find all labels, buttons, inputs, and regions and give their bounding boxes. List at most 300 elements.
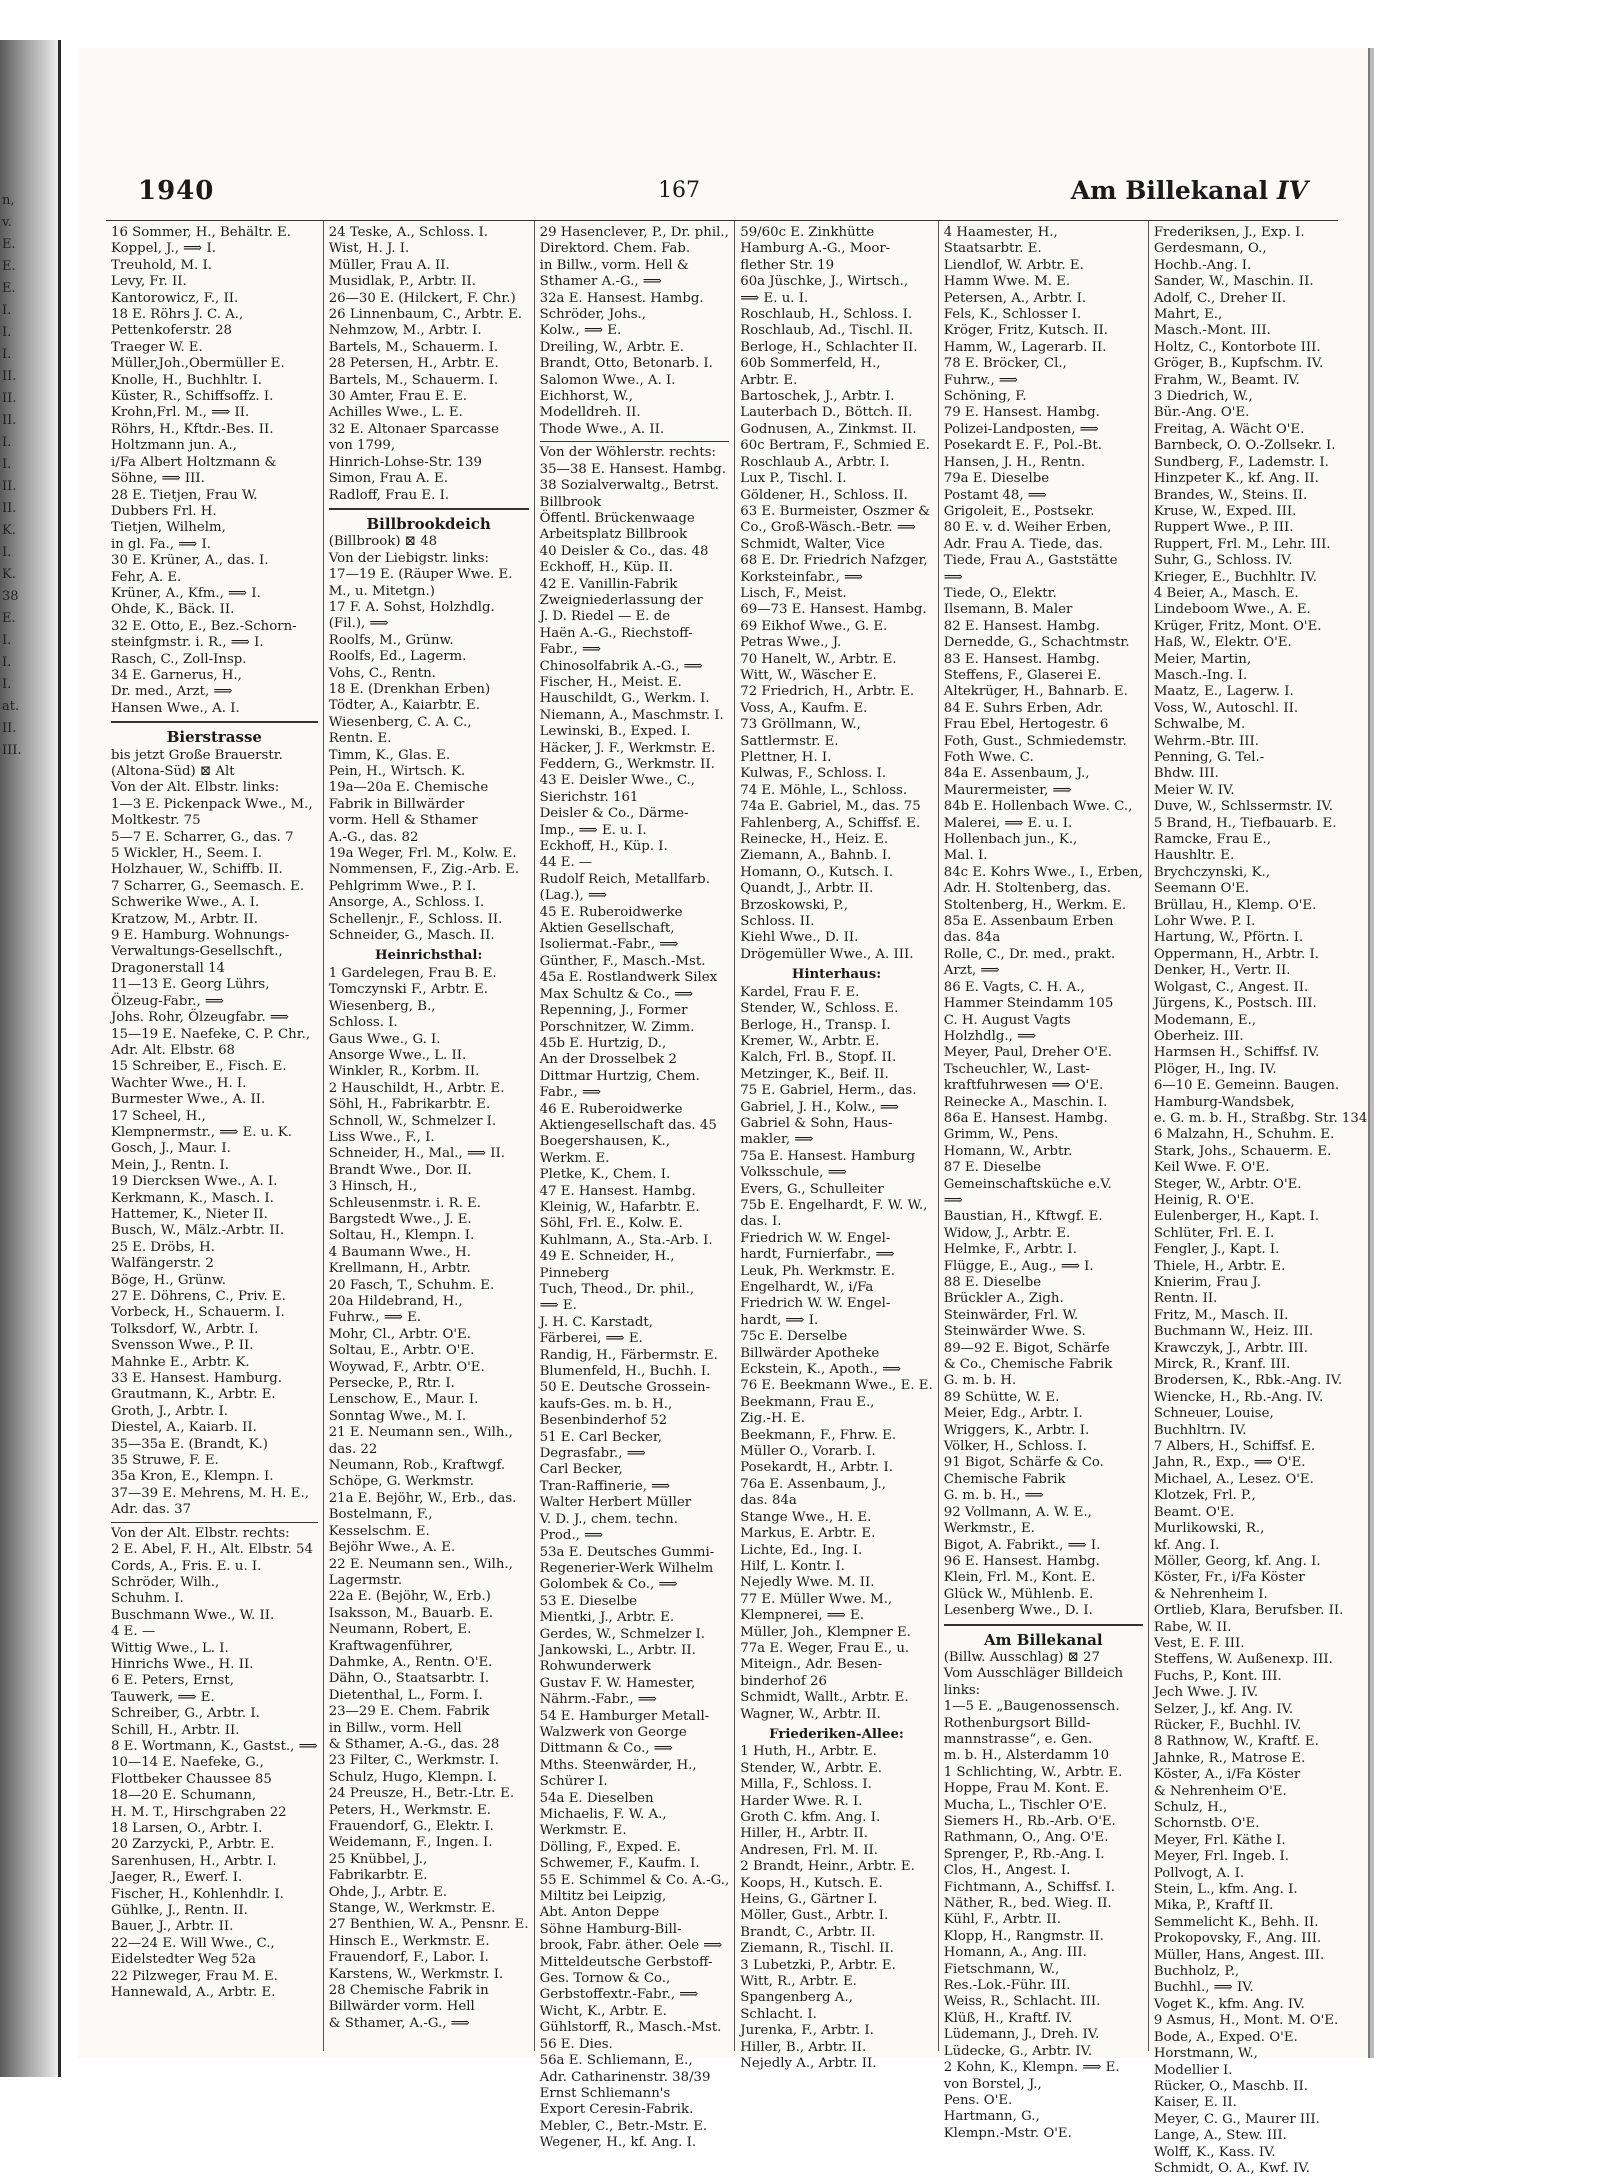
directory-entry: Miteign., Adr. Besen-	[740, 1657, 883, 1673]
directory-entry: Roschlaub A., Arbtr. I.	[740, 454, 890, 470]
directory-entry: Bauer, J., Arbtr. II.	[111, 1919, 234, 1935]
directory-entry: Werkm. E.	[539, 1150, 610, 1166]
directory-entry: Vom Ausschläger Billdeich	[943, 1666, 1124, 1682]
directory-entry: Brüllau, H., Klemp. O'E.	[1153, 897, 1317, 913]
directory-entry: Semmelicht K., Behh. II.	[1153, 1914, 1319, 1930]
directory-entry: 60c Bertram, F., Schmied E.	[740, 438, 930, 454]
directory-entry: Von der Liebigstr. links:	[328, 550, 490, 566]
directory-entry: Schöning, F.	[943, 389, 1027, 405]
directory-entry: Hattemer, K., Nieter II.	[111, 1206, 268, 1222]
directory-entry: 46 E. Ruberoidwerke	[539, 1101, 683, 1117]
directory-entry: Dähn, O., Staatsarbtr. I.	[328, 1671, 490, 1687]
directory-entry: Holtzmann jun. A.,	[111, 438, 237, 454]
directory-entry: Pollvogt, A. I.	[1153, 1865, 1245, 1881]
directory-entry: 2 Hauschildt, H., Arbtr. E.	[328, 1080, 505, 1096]
directory-entry: 47 E. Hansest. Hambg.	[539, 1183, 696, 1199]
directory-entry: Fabrik in Billwärder	[328, 796, 465, 812]
directory-entry: Kröger, Fritz, Kutsch. II.	[943, 323, 1108, 339]
directory-entry: Fabr., ⟹	[539, 642, 602, 658]
directory-entry: Feddern, G., Werkmstr. II.	[539, 757, 715, 772]
directory-entry: Hansen, J. H., Rentn.	[943, 454, 1086, 470]
directory-entry: Svensson Wwe., P. II.	[111, 1338, 254, 1354]
directory-entry: Gühlstorff, R., Masch.-Mst.	[539, 2020, 722, 2036]
directory-entry: Drögemüller Wwe., A. III.	[740, 946, 914, 962]
directory-entry: Häcker, J. F., Werkmstr. E.	[539, 740, 716, 756]
directory-entry: Heinig, R. O'E.	[1153, 1192, 1255, 1208]
directory-entry: Gaus Wwe., G. I.	[328, 1031, 441, 1047]
directory-entry: Böge, H., Grünw.	[111, 1272, 227, 1288]
directory-entry: Meier W. IV.	[1153, 782, 1235, 798]
directory-entry: Foth, Gust., Schmiedemstr.	[943, 733, 1127, 749]
directory-entry: Haß, W., Elektr. O'E.	[1153, 635, 1292, 651]
directory-entry: Kiehl Wwe., D. II.	[740, 930, 859, 946]
directory-entry: Schneuer, Louise,	[1153, 1406, 1274, 1422]
directory-entry: Karstens, W., Werkmstr. I.	[328, 1966, 504, 1982]
directory-entry: 5 Brand, H., Tiefbauarb. E.	[1153, 815, 1337, 831]
directory-entry: Maurermeister, ⟹	[943, 782, 1072, 798]
directory-entry: Moltkestr. 75	[111, 813, 201, 829]
directory-entry: Kratzow, M., Arbtr. II.	[111, 911, 259, 927]
margin-fragment: I.	[2, 633, 12, 648]
directory-entry: Isaksson, M., Bauarb. E.	[328, 1605, 494, 1621]
directory-entry: links:	[943, 1682, 981, 1698]
directory-entry: 54a E. Dieselben	[539, 1790, 654, 1806]
directory-entry: Köster, Fr., i/Fa Köster	[1153, 1570, 1305, 1586]
directory-entry: Neumann, Rob., Kraftwgf.	[328, 1458, 506, 1474]
directory-entry: Hauschildt, G., Werkm. I.	[539, 691, 710, 707]
directory-entry: Jürgens, K., Postsch. III.	[1153, 996, 1317, 1012]
directory-entry: Roolfs, M., Grünw.	[328, 632, 454, 648]
directory-entry: Lauterbach D., Böttch. II.	[740, 405, 913, 421]
directory-entry: Stoltenberg, H., Werkm. E.	[943, 897, 1127, 913]
directory-entry: Michaelis, F. W. A.,	[539, 1807, 667, 1822]
directory-entry: 33 E. Hansest. Hamburg.	[111, 1371, 283, 1387]
directory-entry: Zweigniederlassung der	[539, 592, 703, 608]
directory-entry: 7 Albers, H., Schiffsf. E.	[1153, 1439, 1316, 1455]
directory-entry: Ziemann, A., Bahnb. I.	[740, 848, 892, 864]
subsection-heading: Heinrichsthal:	[374, 948, 483, 964]
directory-entry: Frahm, W., Beamt. IV.	[1153, 372, 1300, 388]
directory-entry: Lenschow, E., Maur. I.	[328, 1392, 479, 1408]
directory-entry: 56a E. Schliemann, E.,	[539, 2053, 693, 2069]
directory-entry: Klopp, H., Rangmstr. II.	[943, 1928, 1104, 1944]
directory-entry: Hilf, L. Kontr. I.	[740, 1558, 845, 1574]
directory-entry: Sthamer A.-G., ⟹	[539, 274, 662, 290]
directory-entry: Berloge, H., Schlachter II.	[740, 339, 918, 355]
directory-entry: Helmke, F., Arbtr. I.	[943, 1242, 1077, 1258]
directory-entry: Boegershausen, K.,	[539, 1134, 670, 1150]
directory-entry: Adr. Alt. Elbstr. 68	[111, 1042, 236, 1058]
directory-entry: Voget K., kfm. Ang. IV.	[1153, 1996, 1305, 2012]
directory-entry: in Billw., vorm. Hell	[328, 1720, 462, 1736]
directory-entry: Dr. med., Arzt, ⟹	[111, 684, 233, 700]
section-heading: Billbrookdeich	[329, 508, 529, 534]
directory-entry: Wiencke, H., Rb.-Ang. IV.	[1153, 1389, 1324, 1405]
directory-entry: 75 E. Gabriel, Herm., das.	[740, 1083, 917, 1099]
directory-entry: 4 Baumann Wwe., H.	[328, 1244, 471, 1260]
directory-entry: Gröger, B., Kupfschm. IV.	[1153, 356, 1324, 372]
directory-entry: Miltitz bei Leipzig,	[539, 1889, 667, 1905]
directory-entry: Quandt, J., Arbtr. II.	[740, 881, 874, 897]
directory-entry: Godnusen, A., Zinkmst. II.	[740, 421, 917, 437]
directory-entry: Roolfs, Ed., Lagerm.	[328, 649, 467, 665]
directory-entry: Barnbeck, O. O.-Zollsekr. I.	[1153, 438, 1336, 454]
directory-entry: An der Drosselbek 2	[539, 1052, 677, 1068]
directory-entry: Aktiengesellschaft das. 45	[539, 1117, 717, 1133]
directory-entry: V. D. J., chem. techn.	[539, 1511, 678, 1527]
directory-entry: 9 Asmus, H., Mont. M. O'E.	[1153, 2013, 1339, 2029]
directory-entry: Lange, A., Stew. III.	[1153, 2128, 1287, 2144]
directory-entry: Prokopovsky, F., Ang. III.	[1153, 1931, 1322, 1947]
directory-entry: Kruse, W., Exped. III.	[1153, 503, 1297, 519]
directory-entry: Schneider, H., Mal., ⟹ II.	[328, 1146, 505, 1162]
directory-entry: Homann, W., Arbtr.	[943, 1143, 1073, 1159]
directory-entry: Fuhrw., ⟹ E.	[328, 1310, 422, 1326]
directory-entry: Pein, H., Wirtsch. K.	[328, 764, 466, 779]
directory-entry: 3 Diedrich, W.,	[1153, 389, 1253, 405]
directory-entry: Arbeitsplatz Billbrook	[539, 527, 688, 543]
directory-entry: Ansorge, A., Schloss. I.	[328, 895, 485, 911]
directory-entry: Selzer, J., kf. Ang. IV.	[1153, 1701, 1294, 1717]
directory-entry: Thiele, H., Arbtr. E.	[1153, 1258, 1286, 1274]
directory-entry: Müller,Joh.,Obermüller E.	[111, 356, 285, 372]
directory-entry: Tietjen, Wilhelm,	[111, 520, 226, 536]
directory-entry: 45a E. Rostlandwerk Silex	[539, 970, 718, 986]
directory-entry: Hinrich-Lohse-Str. 139	[328, 454, 482, 470]
directory-entry: Lewinski, B., Exped. I.	[539, 724, 691, 740]
directory-entry: Arbtr. E.	[740, 372, 798, 388]
directory-entry: 96 E. Hansest. Hambg.	[943, 1553, 1100, 1569]
directory-entry: Ohde, J., Arbtr. E.	[328, 1884, 448, 1900]
directory-entry: Hammer Steindamm 105	[943, 996, 1114, 1012]
directory-entry: Mitteldeutsche Gerbstoff-	[539, 1954, 713, 1970]
directory-entry: 70 Hanelt, W., Arbtr. E.	[740, 651, 897, 667]
directory-entry: Bartels, M., Schauerm. I.	[328, 339, 499, 355]
directory-entry: Hiller, H., Arbtr. II.	[740, 1826, 869, 1842]
directory-entry: Masch.-Mont. III.	[1153, 323, 1271, 339]
directory-entry: 68 E. Dr. Friedrich Nafzger,	[740, 553, 928, 569]
directory-entry: 16 Sommer, H., Behältr. E.	[111, 225, 291, 240]
directory-entry: Mths. Steenwärder, H.,	[539, 1757, 697, 1773]
directory-entry: 6—10 E. Gemeinn. Baugen.	[1153, 1078, 1340, 1094]
directory-entry: Hansen Wwe., A. I.	[111, 700, 240, 716]
directory-entry: Kesselschm. E.	[328, 1523, 430, 1539]
directory-entry: Tscheuchler, W., Last-	[943, 1061, 1090, 1077]
directory-entry: Schürer I.	[539, 1774, 608, 1790]
directory-entry: 6 E. Peters, Ernst,	[111, 1673, 234, 1689]
directory-entry: Stark, Johs., Schauerm. E.	[1153, 1143, 1332, 1159]
directory-entry: Michael, A., Lesez. O'E.	[1153, 1471, 1314, 1487]
directory-entry: Tomczynski F., Arbtr. E.	[328, 982, 488, 998]
directory-entry: 19a—20a E. Chemische	[328, 780, 489, 796]
directory-entry: Friedrich W. W. Engel-	[740, 1230, 891, 1246]
column-2	[324, 221, 535, 2051]
directory-entry: Deisler & Co., Därme-	[539, 806, 689, 822]
scan-border	[1380, 40, 1600, 2077]
directory-entry: Söhl, H., Fabrikarbtr. E.	[328, 1097, 491, 1113]
directory-entry: Fabr., ⟹	[539, 1085, 602, 1101]
directory-entry: Schlüter, Frl. E. I.	[1153, 1225, 1275, 1241]
directory-entry: Roschlaub, Ad., Tischl. II.	[740, 323, 914, 339]
directory-entry: 35 Struwe, F. E.	[111, 1453, 219, 1469]
margin-fragment: E.	[2, 281, 16, 296]
directory-entry: 75b E. Engelhardt, F. W. W.,	[740, 1197, 928, 1213]
directory-entry: Eckstein, K., Apoth., ⟹	[740, 1362, 902, 1378]
directory-entry: Gerdes, W., Schmelzer I.	[539, 1626, 705, 1642]
directory-entry: Fritz, M., Masch. II.	[1153, 1307, 1289, 1323]
directory-entry: 28 Petersen, H., Arbtr. E.	[328, 356, 499, 372]
directory-entry: Färberei, ⟹ E.	[539, 1331, 643, 1347]
margin-fragment: I.	[2, 677, 12, 692]
directory-entry: Lisch, F., Meist.	[740, 585, 847, 601]
directory-entry: Walzwerk von George	[539, 1724, 687, 1740]
directory-entry: Krüner, A., Kfm., ⟹ I.	[111, 585, 261, 601]
directory-entry: Volksschule, ⟹	[740, 1165, 847, 1181]
directory-entry: Lohr Wwe. P. I.	[1153, 914, 1256, 930]
directory-entry: Mohr, Cl., Arbtr. O'E.	[328, 1326, 471, 1342]
directory-entry: Ruppert, Frl. M., Lehr. III.	[1153, 536, 1331, 552]
directory-entry: Klempnerei, ⟹ E.	[740, 1608, 865, 1624]
directory-entry: 4 Haamester, H.,	[943, 225, 1058, 240]
directory-entry: Isoliermat.-Fabr., ⟹	[539, 937, 679, 953]
directory-entry: Hiller, B., Arbtr. II.	[740, 2039, 867, 2055]
margin-fragment: I.	[2, 655, 12, 670]
directory-entry: ⟹ E. u. I.	[740, 290, 809, 306]
directory-entry: 35—35a E. (Brandt, K.)	[111, 1436, 268, 1452]
directory-entry: 84b E. Hollenbach Wwe. C.,	[943, 799, 1133, 815]
directory-entry: 89 Schütte, W. E.	[943, 1389, 1060, 1405]
directory-entry: 69 Eikhof Wwe., G. E.	[740, 618, 888, 634]
directory-entry: Hartung, W., Pförtn. I.	[1153, 930, 1304, 946]
directory-entry: Lindeboom Wwe., A. E.	[1153, 602, 1311, 618]
directory-entry: Klüß, H., Kraftf. IV.	[943, 2010, 1073, 2026]
directory-entry: 75a E. Hansest. Hamburg	[740, 1148, 915, 1164]
directory-entry: Buchhltrn. IV.	[1153, 1422, 1247, 1438]
directory-entry: Dubbers Frl. H.	[111, 503, 217, 519]
directory-entry: Kantorowicz, F., II.	[111, 290, 239, 306]
directory-entry: Werkmstr., E.	[943, 1521, 1035, 1537]
directory-entry: Tuch, Theod., Dr. phil.,	[539, 1282, 695, 1297]
directory-entry: Pens. O'E.	[943, 2092, 1013, 2108]
directory-entry: 82 E. Hansest. Hambg.	[943, 618, 1100, 634]
directory-entry: 86 E. Vagts, C. H. A.,	[943, 979, 1085, 995]
directory-entry: Mucha, L., Tischler O'E.	[943, 1797, 1107, 1813]
directory-entry: Brodersen, K., Rbk.-Ang. IV.	[1153, 1373, 1343, 1389]
directory-entry: Eidelstedter Weg 52a	[111, 1952, 256, 1968]
directory-entry: Keil Wwe. F. O'E.	[1153, 1160, 1270, 1176]
directory-entry: 1 Gardelegen, Frau B. E.	[328, 965, 497, 981]
directory-entry: 1—5 E. „Baugenossensch.	[943, 1699, 1120, 1715]
directory-entry: Markus, E. Arbtr. E.	[740, 1526, 876, 1542]
directory-entry: Hartmann, G.,	[943, 2109, 1040, 2125]
directory-entry: 54 E. Hamburger Metall-	[539, 1708, 710, 1724]
directory-entry: Hinzpeter K., kf. Ang. II.	[1153, 471, 1319, 487]
directory-entry: Kardel, Frau F. E.	[740, 984, 860, 1000]
directory-entry: Stein, L., kfm. Ang. I.	[1153, 1882, 1298, 1898]
directory-entry: 69—73 E. Hansest. Hambg.	[740, 602, 927, 618]
directory-entry: mannstrasse“, e. Gen.	[943, 1731, 1093, 1747]
directory-entry: Plöger, H., Ing. IV.	[1153, 1061, 1277, 1077]
directory-entry: Brandt Wwe., Dor. II.	[328, 1162, 472, 1178]
directory-entry: Billwärder vorm. Hell	[328, 1999, 475, 2015]
directory-entry: Schulz, Hugo, Klempn. I.	[328, 1769, 497, 1785]
directory-entry: Lichte, Ed., Ing. I.	[740, 1542, 863, 1558]
directory-entry: Steffens, W. Außenexp. III.	[1153, 1652, 1333, 1668]
directory-entry: Roschlaub, H., Schloss. I.	[740, 307, 913, 323]
directory-entry: Tolksdorf, W., Arbtr. I.	[111, 1321, 259, 1337]
directory-entry: Krawczyk, J., Arbtr. III.	[1153, 1340, 1309, 1356]
directory-entry: Andresen, Frl. M. II.	[740, 1842, 878, 1858]
directory-entry: Haushltr. E.	[1153, 848, 1235, 864]
directory-entry: von 1799,	[328, 438, 396, 454]
directory-entry: Tran-Raffinerie, ⟹	[539, 1478, 671, 1494]
directory-entry: Gerbstoffextr.-Fabr., ⟹	[539, 1987, 699, 2003]
directory-entry: 15 Schreiber, E., Fisch. E.	[111, 1059, 287, 1075]
directory-entry: Jech Wwe. J. IV.	[1153, 1685, 1259, 1701]
directory-entry: Hamburg A.-G., Moor-	[740, 241, 891, 257]
directory-entry: Brzoskowski, P.,	[740, 897, 848, 913]
directory-entry: Müller O., Vorarb. I.	[740, 1444, 876, 1460]
directory-entry: Murlikowski, R.,	[1153, 1521, 1265, 1537]
directory-entry: Penning, G. Tel.-	[1153, 750, 1265, 765]
directory-entry: Randig, H., Färbermstr. E.	[539, 1347, 718, 1363]
directory-entry: Burmester Wwe., A. II.	[111, 1092, 266, 1108]
directory-entry: 2 E. Abel, F. H., Alt. Elbstr. 54	[111, 1542, 313, 1558]
directory-entry: Lesenberg Wwe., D. I.	[943, 1603, 1093, 1619]
directory-entry: Fuchs, P., Kont. III.	[1153, 1668, 1282, 1684]
directory-entry: Reinecke A., Maschin. I.	[943, 1094, 1108, 1110]
directory-entry: Berloge, H., Transp. I.	[740, 1017, 891, 1033]
directory-entry: Wiesenberg, C. A. C.,	[328, 714, 472, 730]
directory-entry: Rentn. II.	[1153, 1291, 1218, 1307]
directory-entry: Lagermstr.	[328, 1572, 403, 1588]
directory-entry: 20a Hildebrand, H.,	[328, 1294, 463, 1309]
directory-entry: Kulwas, F., Schloss. I.	[740, 766, 887, 782]
margin-fragment: II.	[2, 369, 17, 384]
directory-entry: Gosch, J., Maur. I.	[111, 1141, 231, 1157]
directory-entry: Sprenger, P., Rb.-Ang. I.	[943, 1846, 1105, 1862]
directory-entry: Tiede, O., Elektr.	[943, 585, 1057, 601]
directory-entry: Hinrichs Wwe., H. II.	[111, 1656, 254, 1672]
directory-entry: Schnoll, W., Schmelzer I.	[328, 1113, 497, 1129]
directory-entry: Adr. Frau A. Tiede, das.	[943, 536, 1103, 552]
directory-entry: das. 84a	[943, 930, 1001, 946]
directory-entry: 86a E. Hansest. Hambg.	[943, 1110, 1108, 1126]
directory-entry: Eulenberger, H., Kapt. I.	[1153, 1209, 1320, 1225]
directory-entry: 18—20 E. Schumann,	[111, 1788, 257, 1804]
directory-entry: Engelhardt, W., i/Fa	[740, 1280, 874, 1295]
directory-entry: Wegener, H., kf. Ang. I.	[539, 2135, 697, 2151]
directory-entry: Dittmann & Co., ⟹	[539, 1741, 673, 1757]
directory-entry: Koppel, J., ⟹ I.	[111, 241, 216, 257]
directory-entry: Pinneberg	[539, 1265, 610, 1281]
directory-entry: Söhne Hamburg-Bill-	[539, 1921, 682, 1937]
directory-entry: Bode, A., Exped. O'E.	[1153, 2029, 1298, 2045]
directory-entry: Wist, H. J. I.	[328, 241, 410, 257]
directory-entry: 45 E. Ruberoidwerke	[539, 904, 683, 920]
directory-entry: 10—14 E. Naefeke, G.,	[111, 1755, 264, 1771]
directory-entry: Salomon Wwe., A. I.	[539, 372, 676, 388]
directory-entry: 91 Bigot, Schärfe & Co.	[943, 1455, 1104, 1471]
column-4	[735, 221, 938, 2072]
directory-entry: Achilles Wwe., L. E.	[328, 405, 463, 421]
directory-entry: Beekmann, Frau E.,	[740, 1394, 875, 1410]
directory-entry: Krüger, Fritz, Mont. O'E.	[1153, 618, 1322, 634]
directory-entry: 3 Lubetzki, P., Arbtr. E.	[740, 1957, 896, 1973]
directory-entry: 21a E. Bejöhr, W., Erb., das.	[328, 1490, 517, 1506]
directory-entry: Kühl, F., Arbtr. II.	[943, 1912, 1061, 1928]
directory-entry: Harmsen H., Schiffsf. IV.	[1153, 1045, 1320, 1061]
directory-entry: Hannewald, A., Arbtr. E.	[111, 1985, 276, 2001]
directory-entry: Nejedly Wwe. M. II.	[740, 1575, 875, 1591]
directory-entry: 17—19 E. (Räuper Wwe. E.	[328, 567, 513, 583]
directory-entry: Meyer, C. G., Maurer III.	[1153, 2111, 1320, 2127]
directory-entry: Röhrs, H., Kftdr.-Bes. II.	[111, 421, 274, 437]
margin-fragment: E.	[2, 237, 16, 252]
directory-entry: von Borstel, J.,	[943, 2076, 1042, 2092]
header-street	[1071, 176, 1308, 205]
directory-entry: Korksteinfabr., ⟹	[740, 569, 864, 585]
directory-entry: 28 Chemische Fabrik in	[328, 1983, 489, 1999]
directory-entry: Nährm.-Fabr., ⟹	[539, 1692, 657, 1708]
directory-entry: Söhl, Frl. E., Kolw. E.	[539, 1216, 683, 1232]
directory-entry: 74 E. Möhle, L., Schloss.	[740, 782, 908, 798]
directory-entry: Flügge, E., Aug., ⟹ I.	[943, 1258, 1094, 1274]
directory-entry: Evers, G., Schulleiter	[740, 1181, 884, 1197]
directory-entry: 7 Scharrer, G., Seemasch. E.	[111, 878, 305, 894]
directory-entry: Jahn, R., Exp., ⟹ O'E.	[1153, 1455, 1306, 1471]
margin-fragment: E.	[2, 611, 16, 626]
directory-entry: Petras Wwe., J.	[740, 635, 842, 651]
directory-entry: Fels, K., Schlosser I.	[943, 307, 1082, 323]
directory-entry: Diestel, A., Kaiarb. II.	[111, 1420, 257, 1436]
directory-entry: 74a E. Gabriel, M., das. 75	[740, 799, 921, 815]
directory-entry: Vorbeck, H., Schauerm. I.	[111, 1305, 285, 1321]
directory-entry: 84c E. Kohrs Wwe., I., Erben,	[943, 864, 1143, 880]
directory-entry: Schwerike Wwe., A. I.	[111, 895, 260, 911]
directory-entry: Hochb.-Ang. I.	[1153, 257, 1252, 273]
directory-entry: Holzhdlg., ⟹	[943, 1028, 1037, 1044]
directory-entry: Kraftwagenführer,	[328, 1638, 453, 1654]
directory-entry: Horstmann, W.,	[1153, 2046, 1258, 2062]
directory-entry: Schellenjr., F., Schloss. II.	[328, 911, 503, 927]
directory-entry: das. 84a	[740, 1493, 797, 1509]
directory-entry: Schmidt, Walter, Vice	[740, 536, 885, 552]
directory-entry: Blumenfeld, H., Buchh. I.	[539, 1364, 711, 1380]
directory-entry: 2 Kohn, K., Klempn. ⟹ E.	[943, 2060, 1120, 2076]
directory-entry: 38 Sozialverwaltg., Betrst.	[539, 478, 719, 494]
directory-entry: 79a E. Dieselbe	[943, 471, 1050, 487]
directory-entry: 4 E. —	[111, 1624, 156, 1640]
directory-entry: 1 Huth, H., Arbtr. E.	[740, 1744, 877, 1760]
directory-entry: Beamt. O'E.	[1153, 1504, 1235, 1520]
directory-entry: 3 Hinsch, H.,	[328, 1179, 418, 1195]
directory-entry: 23 Filter, C., Werkmstr. I.	[328, 1753, 499, 1769]
directory-entry: 24 Preusze, H., Betr.-Ltr. E.	[328, 1786, 515, 1802]
subsection-heading: Hinterhaus:	[791, 967, 882, 983]
directory-entry: Ruppert Wwe., P. III.	[1153, 520, 1294, 536]
directory-entry: & Co., Chemische Fabrik	[943, 1357, 1113, 1373]
directory-entry: 17 F. A. Sohst, Holzhdlg.	[328, 599, 495, 615]
directory-entry: Holtz, C., Kontorbote III.	[1153, 339, 1321, 355]
directory-entry: Woywad, F., Arbtr. O'E.	[328, 1359, 485, 1375]
margin-fragment: II.	[2, 721, 17, 736]
directory-entry: Grigoleit, E., Postsekr.	[943, 503, 1095, 519]
directory-entry: 32 E. Otto, E., Bez.-Schorn-	[111, 618, 297, 634]
margin-fragment: II.	[2, 413, 17, 428]
directory-entry: 22—24 E. Will Wwe., C.,	[111, 1935, 275, 1951]
directory-entry: Rudolf Reich, Metallfarb.	[539, 871, 710, 887]
